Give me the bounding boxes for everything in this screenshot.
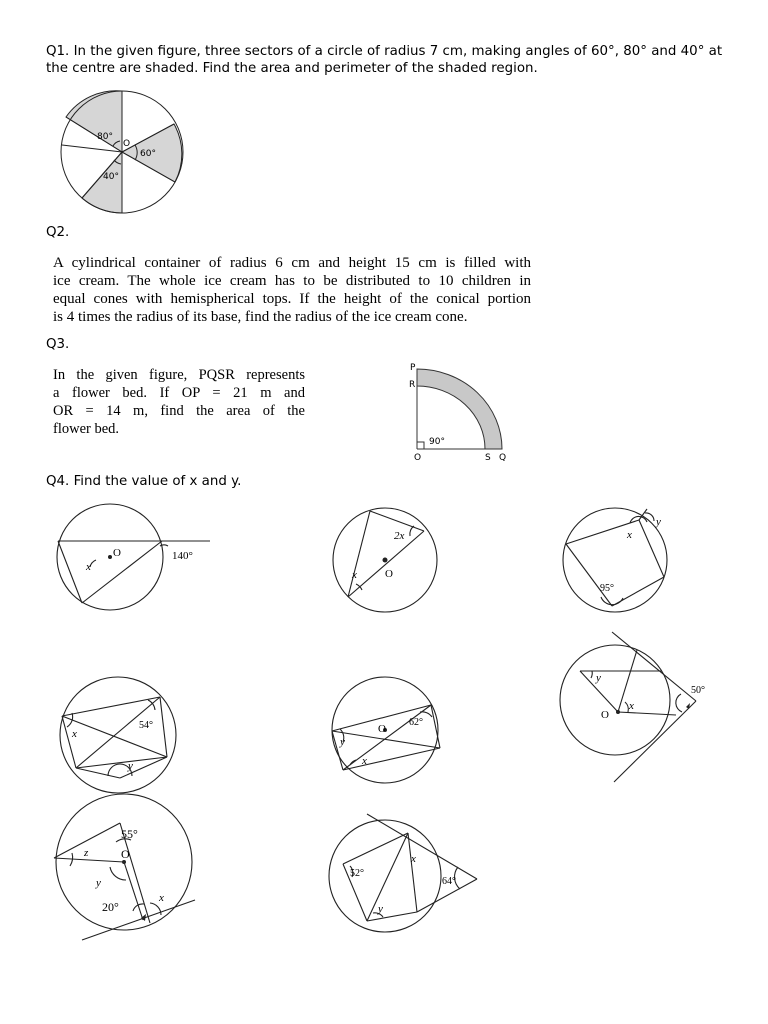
f8-angle-52: 52° [350, 868, 364, 879]
f6-x-label: x [629, 700, 634, 712]
f7-y-label: y [96, 877, 101, 889]
f4-angle-54: 54° [139, 720, 153, 731]
q2-line: A cylindrical container of radius 6 cm and height 15 cm is filled with [53, 255, 531, 271]
f6-angle-50: 50° [691, 685, 705, 696]
q2-line: ice cream. The whole ice cream has to be distributed to 10 children in [53, 273, 531, 289]
f7-o-label: O [121, 847, 130, 861]
f8-x-label: x [411, 853, 416, 865]
f8-y-label: y [378, 903, 383, 915]
f6-o-label: O [601, 709, 609, 721]
q3-label-r: R [409, 380, 416, 390]
q1-angle-60: 60° [140, 149, 156, 159]
f6-y-label: y [596, 672, 601, 684]
f7-x-label: x [159, 892, 164, 904]
q1-angle-80: 80° [97, 132, 113, 142]
f3-x-label: x [627, 529, 632, 541]
f3-angle-95: 95° [600, 583, 614, 594]
f5-y-label: y [340, 736, 345, 748]
q3-line: OR = 14 m, find the area of the [53, 403, 305, 419]
f4-y-label: y [128, 760, 133, 772]
f2-o-label: O [385, 568, 393, 580]
f3-y-label: y [656, 516, 661, 528]
f1-angle-140: 140° [172, 550, 193, 562]
q3-label-s: S [485, 453, 491, 463]
f1-x-label: x [86, 561, 91, 573]
f1-o-label: O [113, 547, 121, 559]
q4-text: Q4. Find the value of x and y. [46, 474, 242, 489]
f8-angle-64: 64° [442, 876, 456, 887]
f5-o-label: O [378, 723, 386, 735]
f2-2x-label: 2x [394, 530, 405, 542]
q3-label-p: P [410, 363, 416, 373]
f7-z-label: z [84, 847, 89, 859]
q3-label-o: O [414, 453, 422, 463]
q1-angle-40: 40° [103, 172, 119, 182]
q2-line: equal cones with hemispherical tops. If the height of the conical portion [53, 291, 531, 307]
f4-x-label: x [72, 728, 77, 740]
q2-line: is 4 times the radius of its base, find the radius of the ice cream cone. [53, 309, 468, 325]
q1-center-o: O [123, 139, 131, 149]
q3-label-q: Q [499, 453, 507, 463]
q3-angle-90: 90° [429, 437, 445, 447]
q3-line: flower bed. [53, 421, 120, 437]
f2-x-label: x [352, 569, 357, 581]
f5-angle-62: 62° [409, 717, 423, 728]
q1-text: Q1. In the given figure, three sectors of a circle of radius 7 cm, making angles of 60°, 80° and 40° at the centre are shaded. Find the area and perimeter of the shaded region. [46, 44, 723, 76]
q3-label: Q3. [46, 337, 70, 352]
f7-angle-20: 20° [102, 900, 119, 914]
f5-x-label: x [362, 755, 367, 767]
f7-angle-55: 55° [121, 827, 138, 841]
q2-label: Q2. [46, 225, 70, 240]
q3-line: In the given figure, PQSR represents [53, 367, 305, 383]
q3-line: a flower bed. If OP = 21 m and [53, 385, 305, 401]
